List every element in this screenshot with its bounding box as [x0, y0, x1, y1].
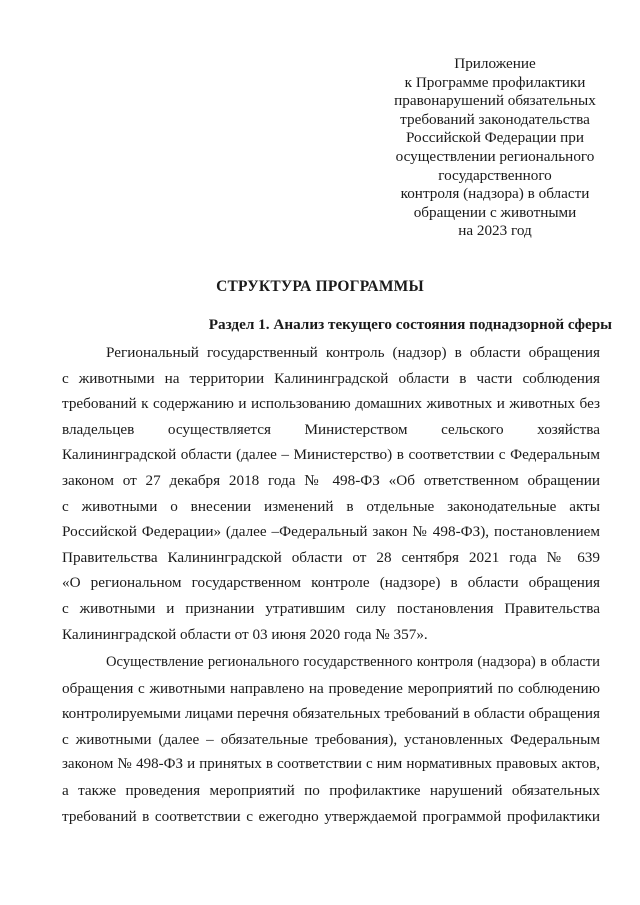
appendix-line: к Программе профилактики: [404, 73, 586, 91]
appendix-line: государственного: [438, 166, 552, 184]
appendix-line: обращении с животными: [413, 203, 577, 221]
document-title: СТРУКТУРА ПРОГРАММЫ: [216, 278, 424, 295]
appendix-line: осуществлении регионального: [395, 147, 595, 165]
paragraph-line: Осуществление регионального государственного контроля (надзора) в области: [106, 654, 600, 670]
paragraph-line: с животными о внесении изменений в отдельные законодательные акты: [62, 497, 600, 515]
paragraph-line: «О региональном государственном контроле (надзоре) в области обращения: [62, 574, 600, 592]
paragraph-line: обращения с животными направлено на проведение мероприятий по соблюдению: [62, 679, 600, 697]
paragraph-line: владельцев осуществляется Министерством сельского хозяйства: [62, 420, 600, 438]
paragraph-line: Региональный государственный контроль (надзор) в области обращения: [106, 344, 600, 361]
paragraph-line: требований к содержанию и использованию домашних животных и животных без: [62, 395, 600, 413]
paragraph-line: Калининградской области (далее – Министерство) в соответствии с Федеральным: [62, 446, 600, 464]
appendix-line: требований законодательства: [400, 110, 590, 128]
section-heading: Раздел 1. Анализ текущего состояния поднадзорной сферы: [208, 316, 612, 333]
appendix-line: на 2023 год: [458, 222, 532, 240]
paragraph-line: с животными и признании утратившим силу постановления Правительства: [62, 599, 600, 617]
paragraph-2: [62, 650, 600, 829]
paragraph-line: с животными на территории Калининградской области в части соблюдения: [62, 369, 600, 387]
appendix-line: правонарушений обязательных: [394, 92, 596, 110]
paragraph-line: требований в соответствии с ежегодно утверждаемой программой профилактики: [62, 807, 600, 825]
paragraph-line: контролируемыми лицами перечня обязательных требований в области обращения: [62, 705, 600, 723]
paragraph-line: Российской Федерации» (далее –Федеральный закон № 498-ФЗ), постановлением: [62, 523, 600, 541]
appendix-line: Приложение: [454, 55, 536, 72]
paragraph-line: а также проведения мероприятий по профилактике нарушений обязательных: [62, 781, 600, 799]
appendix-line: Российской Федерации при: [405, 129, 584, 147]
paragraph-line: Калининградской области от 03 июня 2020 года № 357».: [62, 625, 428, 643]
paragraph-line: с животными (далее – обязательные требования), установленных Федеральным: [62, 730, 600, 748]
appendix-line: контроля (надзора) в области: [400, 185, 590, 203]
appendix-block: [380, 55, 610, 241]
paragraph-line: законом № 498-ФЗ и принятых в соответствии с ним нормативных правовых актов,: [62, 756, 600, 773]
paragraph-line: законом от 27 декабря 2018 года № 498-ФЗ «Об ответственном обращении: [62, 471, 600, 489]
paragraph-line: Правительства Калининградской области от 28 сентября 2021 года № 639: [62, 548, 600, 566]
paragraph-1: [62, 340, 600, 647]
